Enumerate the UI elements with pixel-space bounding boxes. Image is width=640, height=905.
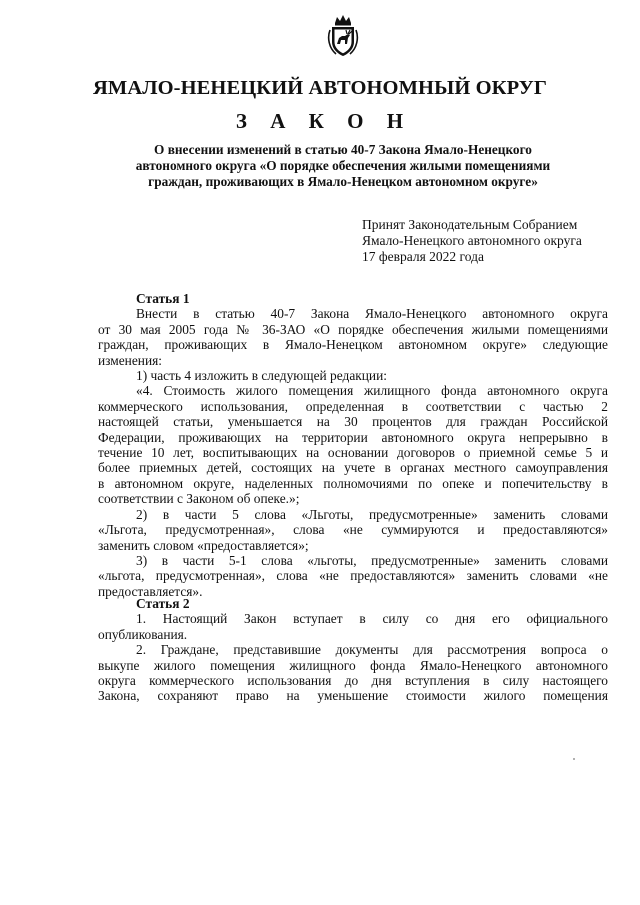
text-line: предоставляется». bbox=[98, 583, 203, 599]
text-line: опубликования. bbox=[98, 626, 188, 642]
text-line: от 30 мая 2005 года № 36-ЗАО «О порядке обеспечения жилыми помещениями bbox=[98, 321, 608, 337]
adoption-line: Ямало-Ненецкого автономного округа bbox=[362, 233, 582, 248]
article-1 bbox=[98, 291, 608, 599]
text-line: течение 10 лет, воспитывающих на основании договоров о приемной семье 5 и bbox=[98, 445, 608, 461]
subject-line: О внесении изменений в статью 40-7 Закона Ямало-Ненецкого bbox=[154, 142, 532, 157]
text-line: Внести в статью 40-7 Закона Ямало-Ненецкого автономного округа bbox=[136, 306, 608, 322]
text-line: 3) в части 5-1 слова «льготы, предусмотренные» заменить словами bbox=[136, 552, 608, 568]
text-line: граждан, проживающих в Ямало-Ненецком автономном округе» следующие bbox=[98, 337, 608, 353]
text-line: более приемных детей, состоящих на учете в органах местного самоуправления bbox=[98, 460, 608, 476]
text-line: изменения: bbox=[98, 352, 163, 368]
scan-speck bbox=[573, 758, 575, 760]
subject-line: автономного округа «О порядке обеспечения жилыми помещениями bbox=[135, 158, 551, 173]
text-line: 1) часть 4 изложить в следующей редакции: bbox=[136, 368, 387, 384]
text-line: округа коммерческого использования до дня вступления в силу настоящего bbox=[98, 673, 608, 689]
law-subject bbox=[100, 142, 586, 190]
text-line: в автономном округе, наделенных полномочиями по опеке и попечительству в bbox=[98, 475, 608, 491]
text-line: настоящей статьи, уменьшается на 30 процентов для граждан Российской bbox=[98, 414, 608, 430]
text-line: выкупе жилого помещения жилищного фонда Ямало-Ненецкого автономного bbox=[98, 657, 608, 673]
text-line: 2) в части 5 слова «Льготы, предусмотренные» заменить словами bbox=[136, 506, 608, 522]
text-line: соответствии с Законом об опеке.»; bbox=[98, 491, 300, 507]
region-title: ЯМАЛО-НЕНЕЦКИЙ АВТОНОМНЫЙ ОКРУГ bbox=[92, 77, 548, 99]
article-2 bbox=[98, 596, 608, 704]
text-line: «Льгота, предусмотренная», слова «не суммируются и предоставляются» bbox=[98, 522, 608, 538]
coat-of-arms-icon bbox=[327, 14, 359, 58]
subject-line: граждан, проживающих в Ямало-Ненецком автономном округе» bbox=[148, 174, 538, 189]
text-line: коммерческого использования, определенная в соответствии с частью 2 bbox=[98, 398, 608, 414]
text-line: «4. Стоимость жилого помещения жилищного фонда автономного округа bbox=[136, 383, 608, 399]
text-line: 2. Граждане, представившие документы для рассмотрения вопроса о bbox=[136, 642, 608, 658]
document-type: З А К О Н bbox=[235, 109, 413, 133]
text-line: «льгота, предусмотренная», слова «не предоставляются» заменить словами «не bbox=[98, 568, 608, 584]
adoption-line: Принят Законодательным Собранием bbox=[362, 217, 578, 232]
text-line: 1. Настоящий Закон вступает в силу со дня его официального bbox=[136, 611, 608, 627]
adoption-date: 17 февраля 2022 года bbox=[362, 249, 484, 264]
text-line: Федерации, проживающих на территории автономного округа непрерывно в bbox=[98, 429, 608, 445]
article-heading: Статья 1 bbox=[136, 291, 190, 306]
text-line: Закона, сохраняют право на уменьшение стоимости жилого помещения bbox=[98, 688, 608, 704]
article-heading: Статья 2 bbox=[136, 596, 190, 611]
text-line: заменить словом «предоставляется»; bbox=[98, 537, 309, 553]
adoption-note bbox=[362, 217, 582, 265]
